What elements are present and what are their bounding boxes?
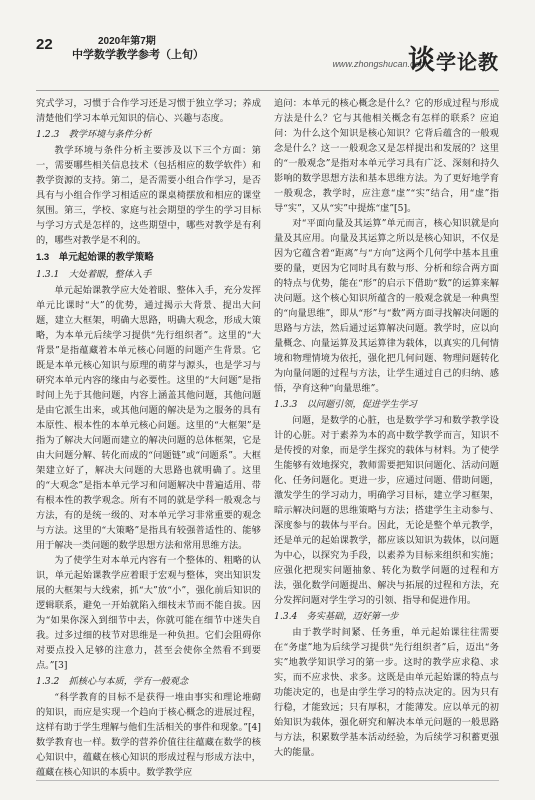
right-column [274, 96, 499, 760]
issue-label: 2020年第7期 [98, 36, 156, 47]
paragraph: 对“平面向量及其运算”单元而言，核心知识就是向量及其应用。向量及其运算之所以是核心知识，不仅是因为它蕴含着“距离”与“方向”这两个几何学中基本且重要的量，更因为它同时具有数与形、分析和综合两方面的特点与优势，能在“形”的启示下借助“数”的运算来解决问题。这个核心知识所蕴含的一般观念就是一种典型的“向量思维”，即从“形”与“数”两方面寻找解决问题的思路与方法，然后通过运算解决问题。教学时，应以向量概念、向量运算及其运算律为载体，以真实的几何情境和物理情境为依托，强化把几何问题、物理问题转化为向量问题的过程与方法，让学生通过自己的归纳、感悟，孕育这种“向量思维”。 [274, 218, 499, 394]
footer-rule [36, 780, 499, 781]
paragraph: 为了使学生对本单元内容有一个整体的、粗略的认识，单元起始课教学应着眼于宏观与整体，突出知识发展的大框架与大线索，抓“大”放“小”，强化前后知识的逻辑联系，避免一开始就陷入细枝末节而不能自拔。因为“如果你深入到细节中去，你就可能在细节中迷失自我。过多过细的枝节对思维是一种负担。它们会阻碍你对要点投入足够的注意力，甚至会使你全然看不到要点。”[3] [36, 555, 261, 671]
website-url: www.zhongshucan.com [332, 59, 427, 69]
subsection-heading: 1.3.4 务实基础，迈好第一步 [274, 611, 399, 622]
rubric-first-char: 谈 [408, 45, 436, 75]
paragraph: 由于教学时间紧、任务重，单元起始课往往需要在“务虚”地为后续学习提供“先行组织者”后，迈出“务实”地教学知识学习的第一步。这时的教学应求稳、求实，而不应求快、求多。这既是由单元起始课的特点与功能决定的，也是由学生学习的特点决定的。因为只有行稳，才能致远；只有厚积，才能薄发。应以单元的初始知识为载体，强化研究和解决本单元问题的一般思路与方法，积累数学基本活动经验，为后续学习积蓄更强大的能量。 [274, 627, 499, 758]
paragraph: 教学环境与条件分析主要涉及以下三个方面：第一，需要哪些相关信息技术（包括相应的数学软件）和教学资源的支持。第二，是否需要小组合作学习，是否具有与小组合作学习相适应的课桌椅摆放和相应的课堂氛围。第三，学校、家庭与社会期望的学生的学习目标与学习方式是怎样的，这些期望中，哪些对教学是有利的，哪些对教学是不利的。 [36, 145, 261, 246]
page-number: 22 [36, 36, 53, 53]
paragraph: 究式学习，习惯于合作学习还是习惯于独立学习；养成清楚他们学习本单元知识的信心、兴趣与态度。 [36, 98, 261, 124]
column-rubric [408, 38, 499, 77]
paragraph: 追问：本单元的核心概念是什么？它的形成过程与形成方法是什么？它与其他相关概念有怎样的联系？应追问：为什么这个知识是核心知识？它背后蕴含的一般观念是什么？这一一般观念又是怎样提出和发展的？这里的“一般观念”是指对本单元学习具有广泛、深刻和持久影响的数学思想方法和基本思维方法。为了更好地学育一般观念，教学时，应注意“虚”“实”结合，用“虚”指导“实”，又从“实”中提炼“虚”[5]。 [274, 98, 499, 214]
page-header [36, 28, 499, 91]
paragraph: “科学教育的目标不是获得一堆由事实和理论堆砌的知识，而应是实现一个趋向于核心概念的进展过程，这样有助于学生理解与他们生活相关的事件和现象。”[4]数学教育也一样。数学的营养价值往往蕴藏在数学的核心知识中，蕴藏在核心知识的形成过程与形成方法中，蕴藏在核心知识的本质中。数学教学应 [36, 692, 261, 778]
rubric-rest: 学论教 [436, 52, 499, 74]
paragraph: 问题，是数学的心脏，也是数学学习和数学教学设计的心脏。对于素养为本的高中数学教学而言，知识不是传授的对象，而是学生探究的载体与材料。为了使学生能够有效地探究，教师需要把知识问题化、活动问题化、任务问题化。更进一步，应通过问题、借助问题，激发学生的学习动力，明确学习目标，建立学习框架，暗示解决问题的思维策略与方法；搭建学生主动参与、深度参与的载体与平台。因此，无论是整个单元教学，还是单元的起始课教学，都应该以知识为载体，以问题为中心，以探究为手段，以素养为目标来组织和实施；应强化把现实问题抽象、转化为数学问题的过程和方法，强化数学问题提出、解决与拓展的过程和方法，充分发挥问题对学生学习的引领、指导和促进作用。 [274, 415, 499, 606]
left-column [36, 96, 261, 780]
journal-title: 中学数学教学参考（上旬） [72, 49, 204, 61]
subsection-heading: 1.2.3 教学环境与条件分析 [36, 129, 152, 140]
section-heading: 1.3 单元起始课的教学策略 [36, 252, 154, 263]
subsection-heading: 1.3.1 大处着眼，整体入手 [36, 269, 152, 280]
subsection-heading: 1.3.3 以问题引领，促进学生学习 [274, 399, 417, 410]
subsection-heading: 1.3.2 抓核心与本质，学有一般观念 [36, 676, 189, 687]
paragraph: 单元起始课教学应大处着眼、整体入手，充分发挥单元比课时“大”的优势，通过揭示大背景、提出大问题，建立大框架，明确大思路，明确大观念，形成大策略，为本单元后续学习提供“先行组织者”。这里的“大背景”是指蕴藏着本单元核心问题的问题产生背景。它既是本单元核心知识与原理的萌芽与源头，也是学习与研究本单元内容的缘由与必要性。这里的“大问题”是指时间上先于其他问题，内容上涵盖其他问题，其他问题是由它派生出来，或其他问题的解决是为之服务的具有本原性、根本性的本单元核心问题。这里的“大框架”是指为了解决大问题而建立的解决问题的总体框架，它是由大问题分解、转化而成的“问题链”或“问题系”。大框架建立好了，解决大问题的大思路也就明确了。这里的“大观念”是指本单元学习和问题解决中普遍适用、带有根本性的教学观念。所有不同的就是学科一般观念与方法，有的是统一级的、对本单元学习非常重要的观念与方法。这里的“大策略”是指具有较强普适性的、能够用于解决一类问题的数学思想方法和常用思维方法。 [36, 285, 261, 551]
